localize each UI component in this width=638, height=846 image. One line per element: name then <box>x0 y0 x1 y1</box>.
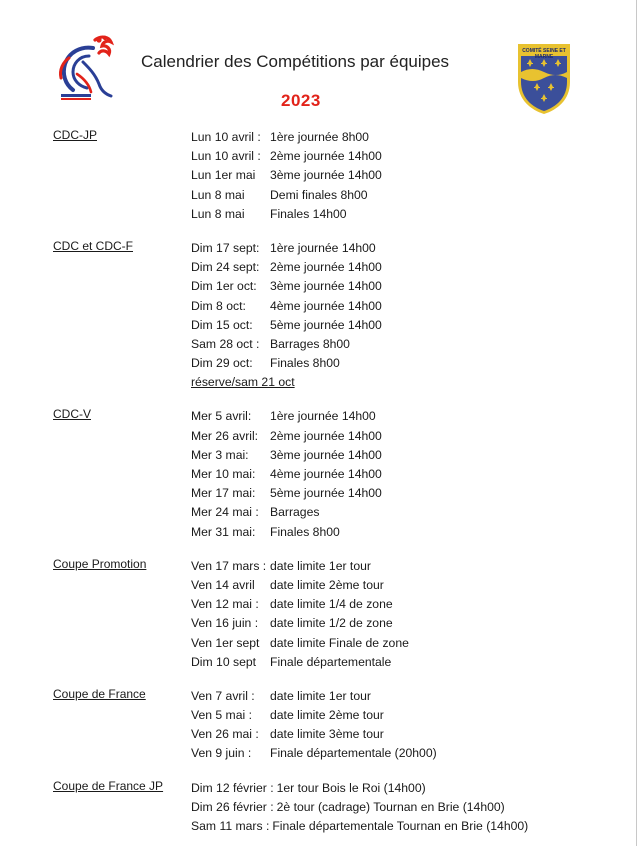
competition-calendar <box>0 128 638 836</box>
event-date: Dim 29 oct: <box>191 356 253 371</box>
event-description: Barrages 8h00 <box>270 336 350 351</box>
event-description: 4ème journée 14h00 <box>270 467 382 481</box>
event-date: Ven 16 juin : <box>191 616 259 631</box>
event-date: Dim 17 sept: <box>191 240 260 255</box>
event-date: réserve/sam 21 oct <box>191 375 295 390</box>
event-date: Ven 14 avril <box>191 577 255 592</box>
calendar-row <box>191 779 638 798</box>
section-label: Coupe de France <box>53 686 146 701</box>
seal-caption: COMITÉ SEINE ET MARNE <box>522 48 566 60</box>
event-date: Dim 15 oct: <box>191 317 253 332</box>
calendar-row <box>191 258 638 277</box>
calendar-section <box>0 687 638 764</box>
event-description: 2ème journée 14h00 <box>270 149 382 164</box>
calendar-section <box>0 407 638 541</box>
calendar-row <box>191 725 638 744</box>
event-date: Mer 31 mai: <box>191 524 256 539</box>
year-heading: 2023 <box>281 91 321 110</box>
event-description: 2ème journée 14h00 <box>270 428 382 443</box>
document-header <box>0 0 638 120</box>
event-description: 3ème journée 14h00 <box>270 168 382 183</box>
event-date: Ven 17 mars : <box>191 558 267 573</box>
calendar-row <box>191 687 638 706</box>
event-description: 1ère journée 8h00 <box>270 130 369 144</box>
calendar-row <box>191 576 638 595</box>
event-date: Dim 26 février : <box>191 799 274 814</box>
calendar-row <box>191 166 638 185</box>
event-description: Finales 8h00 <box>270 356 340 371</box>
event-date: Mer 24 mai : <box>191 505 259 520</box>
calendar-row <box>191 653 638 672</box>
page-title: Calendrier des Compétitions par équipes <box>141 52 450 71</box>
calendar-row <box>191 503 638 522</box>
event-date: Lun 1er mai <box>191 168 256 183</box>
event-date: Dim 10 sept <box>191 654 257 669</box>
section-label: Coupe Promotion <box>53 556 147 571</box>
calendar-row <box>191 277 638 296</box>
section-label: Coupe de France JP <box>53 778 164 793</box>
calendar-row <box>191 239 638 258</box>
event-date: Mer 3 mai: <box>191 447 249 462</box>
event-description: 5ème journée 14h00 <box>270 317 382 332</box>
event-description: Barrages <box>270 505 320 520</box>
calendar-row <box>191 595 638 614</box>
calendar-row <box>191 634 638 653</box>
committee-seal <box>515 42 573 116</box>
event-date: Sam 11 mars : <box>191 819 270 833</box>
calendar-row <box>191 744 638 763</box>
calendar-row <box>191 316 638 335</box>
event-description: Finale départementale <box>270 654 392 669</box>
event-description: 3ème journée 14h00 <box>270 279 382 294</box>
calendar-row <box>191 614 638 633</box>
event-date: Lun 8 mai <box>191 187 245 202</box>
event-description: Finale départementale Tournan en Brie (14h00) <box>272 819 529 833</box>
event-description: 2è tour (cadrage) Tournan en Brie (14h00) <box>276 799 505 814</box>
event-date: Dim 1er oct: <box>191 279 257 294</box>
calendar-row <box>191 817 638 836</box>
event-date: Sam 28 oct : <box>191 336 260 351</box>
calendar-row <box>191 186 638 205</box>
event-description: 1ère journée 14h00 <box>270 240 376 255</box>
event-description: Finale départementale (20h00) <box>270 746 437 761</box>
event-date: Ven 1er sept <box>191 635 260 650</box>
event-description: 2ème journée 14h00 <box>270 260 382 275</box>
event-description: 1er tour Bois le Roi (14h00) <box>276 780 426 795</box>
event-date: Mer 26 avril: <box>191 428 259 443</box>
section-label: CDC-JP <box>53 128 97 142</box>
calendar-row <box>191 523 638 542</box>
event-description: 1ère journée 14h00 <box>270 409 376 424</box>
calendar-row <box>191 706 638 725</box>
calendar-section <box>0 779 638 837</box>
event-description: 3ème journée 14h00 <box>270 447 382 462</box>
calendar-row <box>191 373 638 392</box>
calendar-section <box>0 239 638 393</box>
event-date: Dim 8 oct: <box>191 298 246 313</box>
rooster-logo-icon <box>55 34 121 106</box>
calendar-section <box>0 128 638 224</box>
event-date: Lun 10 avril : <box>191 149 261 164</box>
calendar-row <box>191 484 638 503</box>
calendar-row <box>191 427 638 446</box>
section-label: CDC et CDC-F <box>53 238 133 253</box>
calendar-row <box>191 147 638 166</box>
event-description: date limite 1er tour <box>270 688 371 703</box>
event-description: date limite Finale de zone <box>270 635 409 650</box>
event-description: date limite 2ème tour <box>270 708 384 723</box>
event-description: date limite 1/4 de zone <box>270 597 393 612</box>
event-date: Mer 17 mai: <box>191 486 256 501</box>
calendar-row <box>191 465 638 484</box>
event-description: Finales 8h00 <box>270 524 340 539</box>
calendar-row <box>191 205 638 224</box>
event-description: 5ème journée 14h00 <box>270 486 382 501</box>
event-date: Ven 12 mai : <box>191 597 259 612</box>
calendar-row <box>191 407 638 426</box>
event-description: Demi finales 8h00 <box>270 187 368 202</box>
event-date: Mer 10 mai: <box>191 467 256 481</box>
event-date: Mer 5 avril: <box>191 409 252 424</box>
calendar-row <box>191 128 638 147</box>
event-date: Lun 8 mai <box>191 206 245 221</box>
event-description: Finales 14h00 <box>270 206 347 221</box>
event-date: Lun 10 avril : <box>191 130 261 144</box>
event-date: Ven 7 avril : <box>191 688 255 703</box>
calendar-row <box>191 335 638 354</box>
calendar-section <box>0 557 638 672</box>
calendar-row <box>191 446 638 465</box>
event-description: 4ème journée 14h00 <box>270 298 382 313</box>
section-label: CDC-V <box>53 407 91 422</box>
event-description: date limite 2ème tour <box>270 577 384 592</box>
event-date: Dim 24 sept: <box>191 260 260 275</box>
event-description: date limite 3ème tour <box>270 727 384 742</box>
event-description: date limite 1er tour <box>270 558 371 573</box>
event-date: Dim 12 février : <box>191 780 274 795</box>
event-date: Ven 26 mai : <box>191 727 259 742</box>
calendar-row <box>191 557 638 576</box>
event-date: Ven 9 juin : <box>191 746 252 761</box>
calendar-row <box>191 354 638 373</box>
event-date: Ven 5 mai : <box>191 708 252 723</box>
event-description: date limite 1/2 de zone <box>270 616 393 631</box>
calendar-row <box>191 297 638 316</box>
calendar-row <box>191 798 638 817</box>
